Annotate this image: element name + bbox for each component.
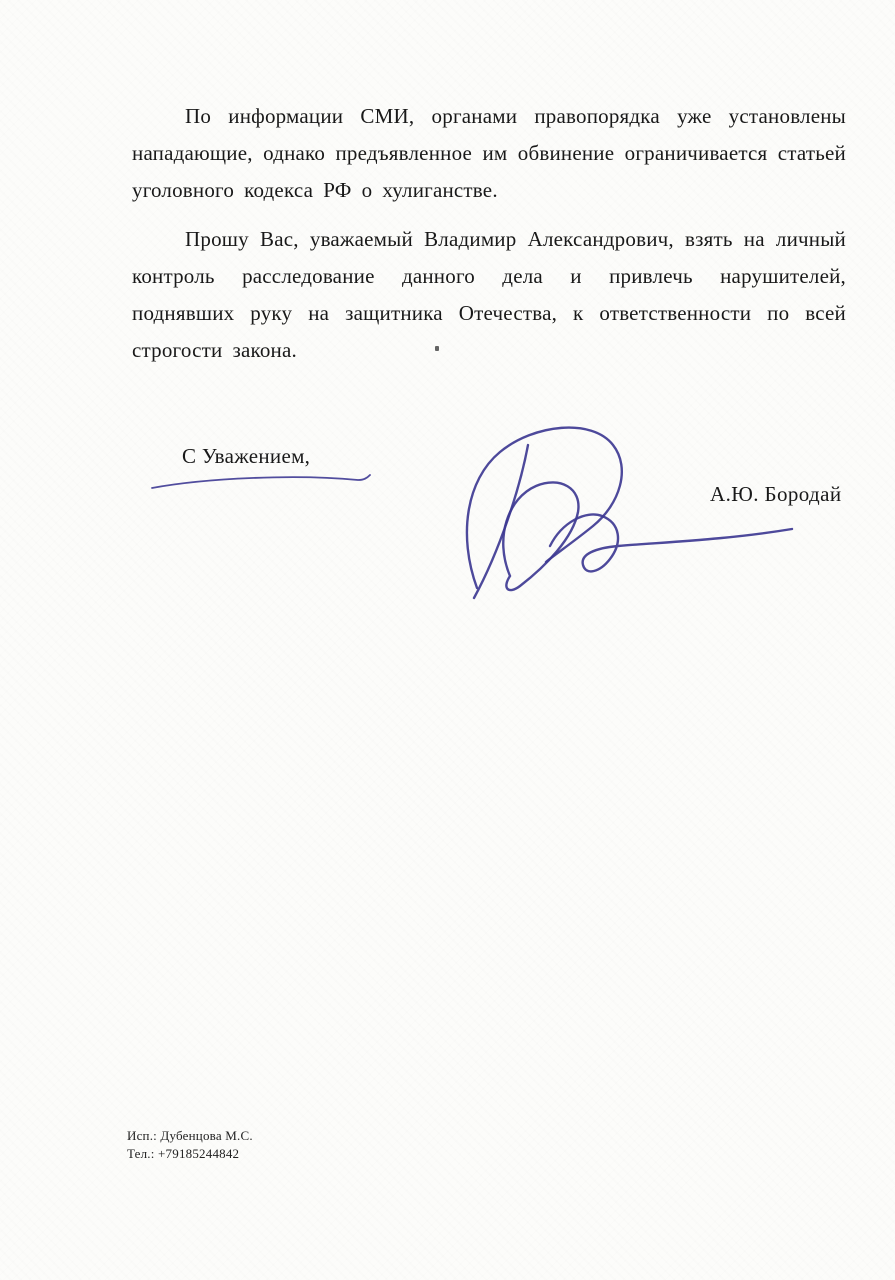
signature-slash-path [474, 445, 528, 598]
body-paragraph-2: Прошу Вас, уважаемый Владимир Александрович, взять на личный контроль расследование данного дела и привлечь нарушителей, поднявших руку на защитника Отечества, к ответственности по всей строгости закона. [132, 227, 846, 362]
pen-underline-stroke [146, 468, 378, 494]
footer-executor: Исп.: Дубенцова М.С. [127, 1128, 253, 1143]
ink-speck [435, 346, 439, 351]
signer-name: А.Ю. Бородай [710, 482, 842, 506]
body-paragraph-1: По информации СМИ, органами правопорядка уже установлены нападающие, однако предъявленное им обвинение ограничивается статьей уголовного кодекса РФ о хулиганстве. [132, 104, 846, 202]
pen-underline-path [152, 475, 370, 488]
salutation-text: С Уважением, [182, 444, 311, 468]
footer-phone: Тел.: +79185244842 [127, 1146, 240, 1161]
signature-tail-path [550, 514, 792, 571]
footer-block [127, 1127, 253, 1163]
signature-ink [450, 418, 810, 613]
